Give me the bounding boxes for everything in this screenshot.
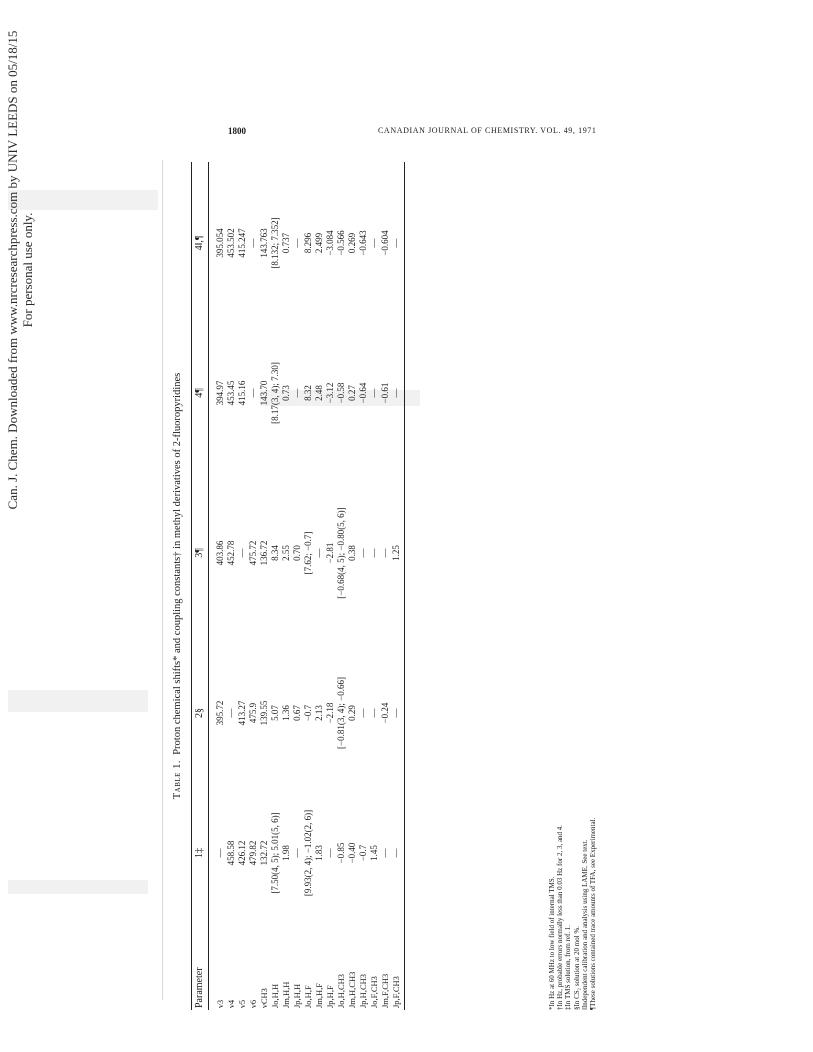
value-cell: 458.58 (226, 840, 236, 866)
parameter-cell: Jp,H,F (325, 985, 335, 1008)
value-cell: — (226, 708, 236, 718)
value-cell: 479.82 (248, 840, 258, 866)
value-cell: 426.12 (237, 840, 247, 866)
value-cell: 475.72 (248, 540, 258, 566)
value-cell: — (325, 848, 335, 858)
footnote: §In CS₂ solution at 20 mol %. (572, 926, 581, 1010)
table-title (172, 162, 183, 1010)
value-cell: — (314, 548, 324, 558)
value-cell: [9.93(2, 4); −1.02(2, 6)] (303, 809, 313, 897)
value-cell: [8.132; 7.352] (270, 217, 280, 269)
value-cell: 1.98 (281, 845, 291, 861)
column-5 (215, 168, 402, 318)
value-cell: −0.40 (347, 842, 357, 864)
col-header-1: 1‡ (194, 848, 205, 858)
value-cell: [−0.68(4, 5); −0.80(5, 6)] (336, 507, 346, 599)
download-watermark (5, 0, 65, 550)
value-cell: 0.27 (347, 385, 357, 401)
col-header-3: 3¶ (194, 548, 205, 558)
footnote: ¶These solutions contained trace amounts of TFA, see Experimental. (589, 817, 598, 1010)
value-cell: — (248, 238, 258, 248)
parameter-cell: Jo,H,CH3 (336, 973, 346, 1008)
value-cell: 1.36 (281, 705, 291, 721)
value-cell: −0.566 (336, 230, 346, 256)
value-cell: — (391, 848, 401, 858)
table-bottom-rule (404, 162, 405, 1010)
value-cell: 1.83 (314, 845, 324, 861)
value-cell: 403.86 (215, 540, 225, 566)
value-cell: — (369, 238, 379, 248)
value-cell: 136.72 (259, 540, 269, 566)
value-cell: [7.62; −0.7] (303, 531, 313, 575)
parameter-cell: Jm,H,F (314, 982, 324, 1008)
value-cell: 1.45 (369, 845, 379, 861)
value-cell: 0.67 (292, 705, 302, 721)
rotated-table (172, 162, 624, 1010)
value-cell: 413.27 (237, 700, 247, 726)
table-footnotes (548, 818, 597, 1010)
value-cell: −0.604 (380, 230, 390, 256)
journal-header: CANADIAN JOURNAL OF CHEMISTRY. VOL. 49, 1971 (378, 126, 597, 135)
scan-margin-line (162, 160, 163, 1000)
table-label: Table 1. (172, 760, 183, 800)
col-header-5: 4‖,¶ (194, 235, 205, 251)
value-cell: 0.73 (281, 385, 291, 401)
col-header-2: 2§ (194, 708, 205, 718)
value-cell: −0.7 (303, 704, 313, 722)
value-cell: 143.763 (259, 228, 269, 258)
value-cell: 132.72 (259, 840, 269, 866)
value-cell: 0.29 (347, 705, 357, 721)
value-cell: −3.084 (325, 230, 335, 256)
value-cell: [7.50(4, 5); 5.01(5, 6)] (270, 812, 280, 894)
column-3 (215, 468, 402, 638)
value-cell: −0.58 (336, 382, 346, 404)
column-2 (215, 638, 402, 788)
value-cell: — (369, 708, 379, 718)
parameter-cell: Jp,F,CH3 (391, 976, 401, 1008)
column-4 (215, 318, 402, 468)
value-cell: 8.34 (270, 545, 280, 561)
value-cell: — (358, 708, 368, 718)
footnote: ‡In TMS solution, from ref. 1. (564, 924, 573, 1010)
value-cell: −2.18 (325, 702, 335, 724)
value-cell: — (369, 548, 379, 558)
value-cell: −0.64 (358, 382, 368, 404)
table-top-rule (191, 162, 192, 1010)
value-cell: — (391, 238, 401, 248)
parameter-cell: Jm,H,H (281, 981, 291, 1008)
col-header-parameter: Parameter (194, 967, 205, 1008)
value-cell: — (380, 548, 390, 558)
value-cell: 2.55 (281, 545, 291, 561)
value-cell: 395.72 (215, 700, 225, 726)
parameter-cell: Jp,H,CH3 (358, 973, 368, 1008)
parameter-cell: Jo,F,CH3 (369, 976, 379, 1008)
value-cell: 415.247 (237, 228, 247, 258)
value-cell: — (369, 388, 379, 398)
value-cell: 2.48 (314, 385, 324, 401)
value-cell: [−0.81(3, 4); −0.66] (336, 677, 346, 749)
value-cell: −2.81 (325, 542, 335, 564)
value-cell: — (237, 548, 247, 558)
value-cell: −0.24 (380, 702, 390, 724)
value-cell: 2.13 (314, 705, 324, 721)
value-cell: — (391, 388, 401, 398)
value-cell: — (215, 848, 225, 858)
col-header-4: 4¶ (194, 388, 205, 398)
watermark-line-2: For personal use only. (20, 212, 35, 328)
value-cell: 452.78 (226, 540, 236, 566)
value-cell: 453.502 (226, 228, 236, 258)
parameter-cell: ν5 (237, 999, 247, 1008)
value-cell: 1.25 (391, 545, 401, 561)
parameter-cell: Jm,H,CH3 (347, 971, 357, 1008)
value-cell: −0.643 (358, 230, 368, 256)
footnote: †In Hz, probable errors normally less than 0.03 Hz for 2, 3, and 4. (556, 824, 565, 1010)
value-cell: — (391, 708, 401, 718)
page-number: 1800 (228, 126, 246, 136)
value-cell: 139.55 (259, 700, 269, 726)
table-header-rule (208, 162, 209, 1010)
parameter-cell: Jp,H,H (292, 983, 302, 1008)
value-cell: — (292, 238, 302, 248)
value-cell: −0.7 (358, 844, 368, 862)
value-cell: 0.70 (292, 545, 302, 561)
value-cell: 0.737 (281, 232, 291, 254)
value-cell: — (292, 848, 302, 858)
value-cell: 394.97 (215, 380, 225, 406)
parameter-cell: ν4 (226, 999, 236, 1008)
value-cell: — (380, 848, 390, 858)
parameter-cell: Jm,F,CH3 (380, 973, 390, 1008)
parameter-cell: Jo,H,F (303, 985, 313, 1008)
faint-scan-artifact (8, 690, 148, 712)
value-cell: −0.85 (336, 842, 346, 864)
value-cell: 2.499 (314, 232, 324, 254)
watermark-line-1: Can. J. Chem. Downloaded from www.nrcresearchpress.com by UNIV LEEDS on 05/18/15 (5, 30, 20, 510)
parameter-cell: νCH3 (259, 988, 269, 1008)
parameter-cell: ν6 (248, 999, 258, 1008)
value-cell: 5.07 (270, 705, 280, 721)
parameter-cell: ν3 (215, 999, 225, 1008)
value-cell: 0.269 (347, 232, 357, 254)
value-cell: −3.12 (325, 382, 335, 404)
value-cell: −0.61 (380, 382, 390, 404)
value-cell: — (292, 388, 302, 398)
value-cell: [8.17(3, 4); 7.30] (270, 362, 280, 424)
value-cell: 453.45 (226, 380, 236, 406)
parameter-column (215, 972, 402, 1008)
value-cell: 0.38 (347, 545, 357, 561)
faint-scan-artifact (8, 880, 148, 894)
footnote: ‖Independent calibration and analysis using LAME. See text. (580, 839, 589, 1010)
value-cell: — (358, 548, 368, 558)
value-cell: 415.16 (237, 380, 247, 406)
table-caption: Proton chemical shifts* and coupling constants† in methyl derivatives of 2-fluoropyridines (172, 372, 183, 755)
value-cell: 8.296 (303, 232, 313, 254)
value-cell: 143.70 (259, 380, 269, 406)
value-cell: — (248, 388, 258, 398)
value-cell: 475.9 (248, 702, 258, 724)
parameter-cell: Jo,H,H (270, 983, 280, 1008)
value-cell: 395.054 (215, 228, 225, 258)
footnote: *In Hz at 60 MHz to low field of internal TMS. (548, 876, 556, 1010)
value-cell: 8.32 (303, 385, 313, 401)
column-1 (215, 788, 402, 918)
